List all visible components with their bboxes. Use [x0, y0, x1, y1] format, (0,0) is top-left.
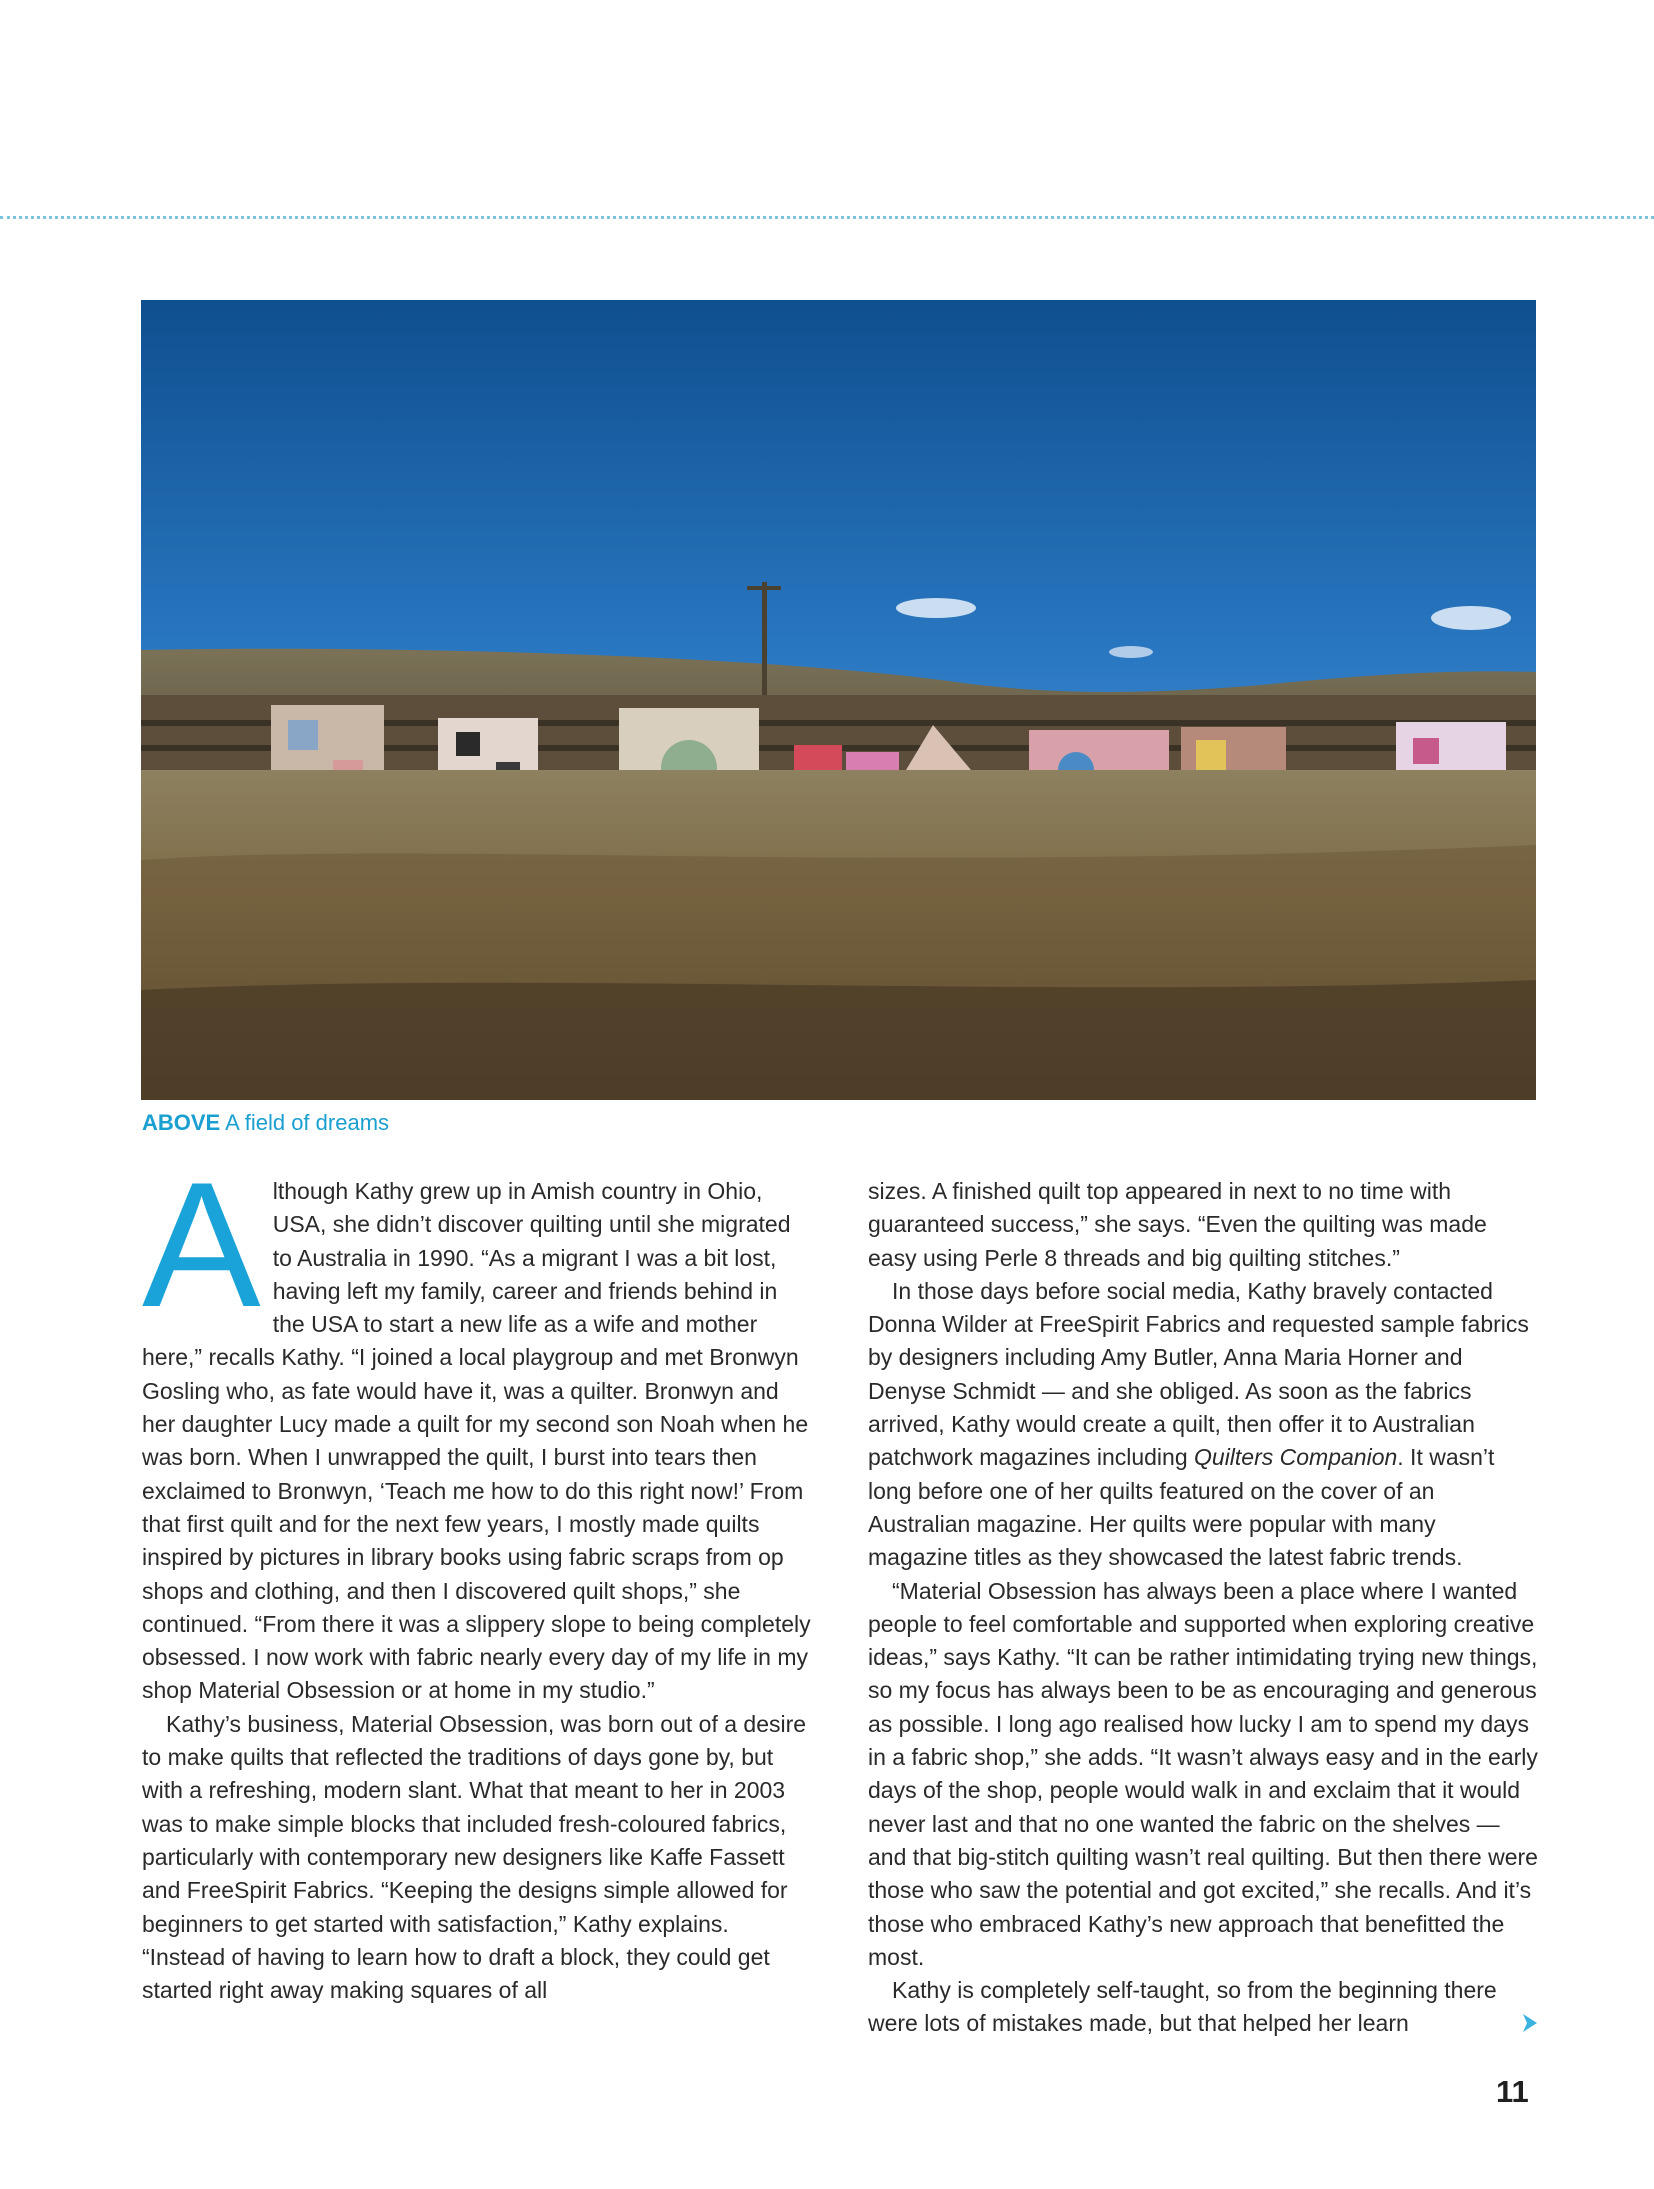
paragraph-text: lthough Kathy grew up in Amish country in Ohio, USA, she didn’t discover quilting until she migrated to Australia in 1990. “As a migrant I was a bit lost, having left my family, career and friends behind in the USA to start a new life as a wife and mother here,” recalls Kathy. “I joined a local playgroup and met Bronwyn Gosling who, as fate would have it, was a quilter. Bronwyn and her daughter Lucy made a quilt for my second son Noah when he was born. When I unwrapped the quilt, I burst into tears then exclaimed to Bronwyn, ‘Teach me how to do this right now!’ From that first quilt and for the next few years, I mostly made quilts inspired by pictures in library books using fabric scraps from op shops and clothing, and then I discovered quilt shops,” she continued. “From there it was a slippery slope to being completely obsessed. I now work with fabric nearly every day of my life in my shop Material Obsession or at home in my studio.” — [142, 1178, 811, 1704]
article-paragraph — [142, 1145, 812, 1708]
article-paragraph: sizes. A finished quilt top appeared in next to no time with guaranteed success,” she says. “Even the quilting was made easy using Perle 8 threads and big quilting stitches.” — [868, 1178, 1487, 1271]
drop-cap: A — [142, 1145, 261, 1344]
caption-lead: ABOVE — [142, 1110, 221, 1135]
page-number: 11 — [1496, 2074, 1529, 2109]
article-paragraph — [868, 1275, 1538, 1575]
paragraph-text: In those days before social media, Kathy bravely contacted Donna Wilder at FreeSpirit Fabrics and requested sample fabrics by designers including Amy Butler, Anna Maria Horner and Denyse Schmidt — and she obliged. As soon as the fabrics arrived, Kathy would create a quilt, then offer it to Australian patchwork magazines including — [868, 1277, 1529, 1471]
article-column-left — [142, 1145, 812, 2007]
article-paragraph: Kathy’s business, Material Obsession, was born out of a desire to make quilts that reflected the traditions of days gone by, but with a refreshing, modern slant. What that meant to her in 2003 was to make simple blocks that included fresh-coloured fabrics, particularly with contemporary new designers like Kaffe Fassett and FreeSpirit Fabrics. “Keeping the designs simple allowed for beginners to get started with satisfaction,” Kathy explains. “Instead of having to learn how to draft a block, they could get started right away making squares of all — [142, 1710, 807, 2004]
article-column-right — [868, 1175, 1538, 2041]
caption-text: A field of dreams — [225, 1110, 390, 1135]
top-dotted-rule — [0, 216, 1654, 219]
magazine-title: Quilters Companion — [1194, 1444, 1398, 1471]
photo-caption — [142, 1110, 389, 1136]
photo-quilts-in-field — [141, 300, 1536, 1100]
article-paragraph: Kathy is completely self-taught, so from the beginning there were lots of mistakes made, but that helped her learn — [868, 1977, 1497, 2037]
paragraph-text: . It wasn’t long before one of her quilts featured on the cover of an Australian magazine. Her quilts were popular with many magazine titles as they showcased the latest fabric trends. — [868, 1444, 1495, 1571]
chevron-right-icon — [1521, 2012, 1539, 2034]
article-paragraph: “Material Obsession has always been a place where I wanted people to feel comfortable and supported when exploring creative ideas,” says Kathy. “It can be rather intimidating trying new things, so my focus has always been to be as encouraging and generous as possible. I long ago realised how lucky I am to spend my days in a fabric shop,” she adds. “It wasn’t always easy and in the early days of the shop, people would walk in and exclaim that it would never last and that no one wanted the fabric on the shelves — and that big-stitch quilting wasn’t real quilting. But then there were those who saw the potential and got excited,” she recalls. And it’s those who embraced Kathy’s new approach that benefitted the most. — [868, 1577, 1538, 1970]
